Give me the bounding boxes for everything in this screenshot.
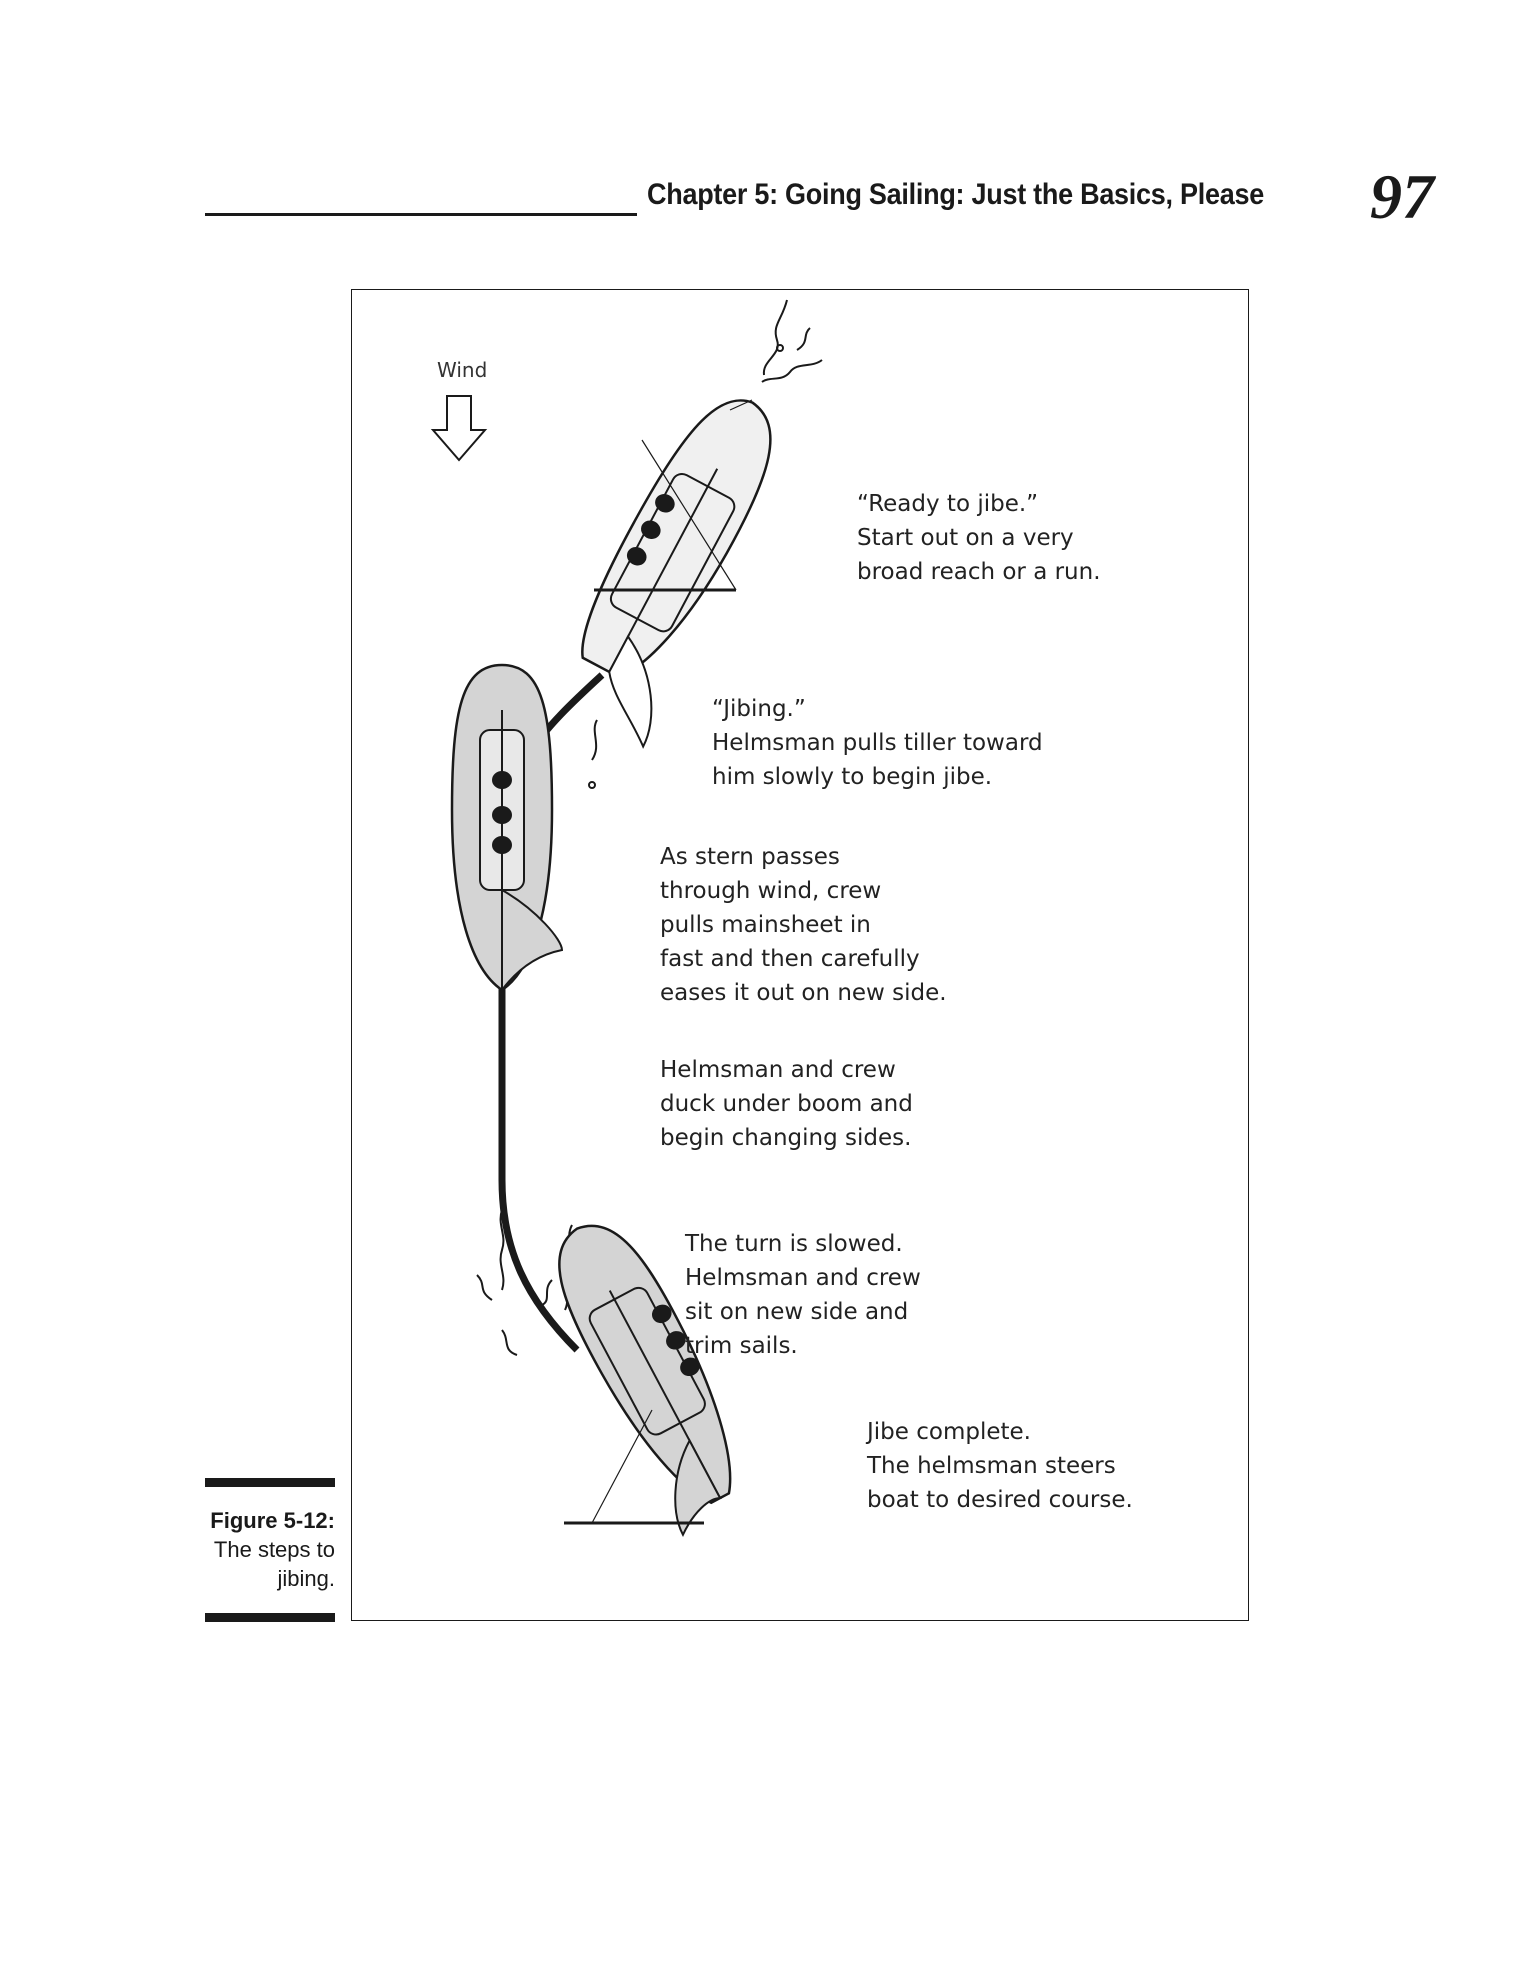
caption-line: through wind, crew <box>660 878 882 904</box>
caption-line: eases it out on new side. <box>660 980 947 1006</box>
wind-label: Wind <box>437 358 488 382</box>
caption-line: pulls mainsheet in <box>660 912 871 938</box>
caption-step-3 <box>660 840 947 1010</box>
figure-frame <box>351 289 1249 1621</box>
chapter-title: Chapter 5: Going Sailing: Just the Basics, Please <box>647 178 1264 211</box>
caption-step-1 <box>857 487 1101 589</box>
caption-line: As stern passes <box>660 844 840 870</box>
figure-caption-line: The steps to <box>213 1537 335 1562</box>
caption-line: trim sails. <box>685 1333 798 1359</box>
figure-caption-line: jibing. <box>277 1566 335 1591</box>
caption-line: Helmsman and crew <box>660 1057 896 1083</box>
wind-arrow-icon <box>433 396 485 460</box>
caption-line: Jibe complete. <box>867 1419 1031 1445</box>
caption-line: duck under boom and <box>660 1091 913 1117</box>
caption-line: sit on new side and <box>685 1299 909 1325</box>
caption-step-6 <box>867 1415 1133 1517</box>
header-rule <box>205 213 637 216</box>
boat-2 <box>452 665 562 990</box>
page-number: 97 <box>1370 161 1434 232</box>
caption-line: fast and then carefully <box>660 946 920 972</box>
caption-step-5 <box>685 1227 921 1363</box>
figure-number: Figure 5-12: <box>210 1508 335 1533</box>
caption-line: him slowly to begin jibe. <box>712 764 993 790</box>
caption-line: broad reach or a run. <box>857 559 1101 585</box>
caption-step-2 <box>712 692 1043 794</box>
caption-line: Start out on a very <box>857 525 1074 551</box>
caption-line: Helmsman and crew <box>685 1265 921 1291</box>
caption-line: Helmsman pulls tiller toward <box>712 730 1043 756</box>
caption-line: begin changing sides. <box>660 1125 912 1151</box>
caption-line: The helmsman steers <box>867 1453 1116 1479</box>
caption-line: The turn is slowed. <box>685 1231 903 1257</box>
figure-label-rule-bottom <box>205 1613 335 1622</box>
figure-label <box>170 1506 335 1593</box>
caption-step-4 <box>660 1053 913 1155</box>
figure-label-rule-top <box>205 1478 335 1487</box>
caption-line: “Jibing.” <box>712 696 806 722</box>
caption-line: boat to desired course. <box>867 1487 1133 1513</box>
caption-line: “Ready to jibe.” <box>857 491 1039 517</box>
